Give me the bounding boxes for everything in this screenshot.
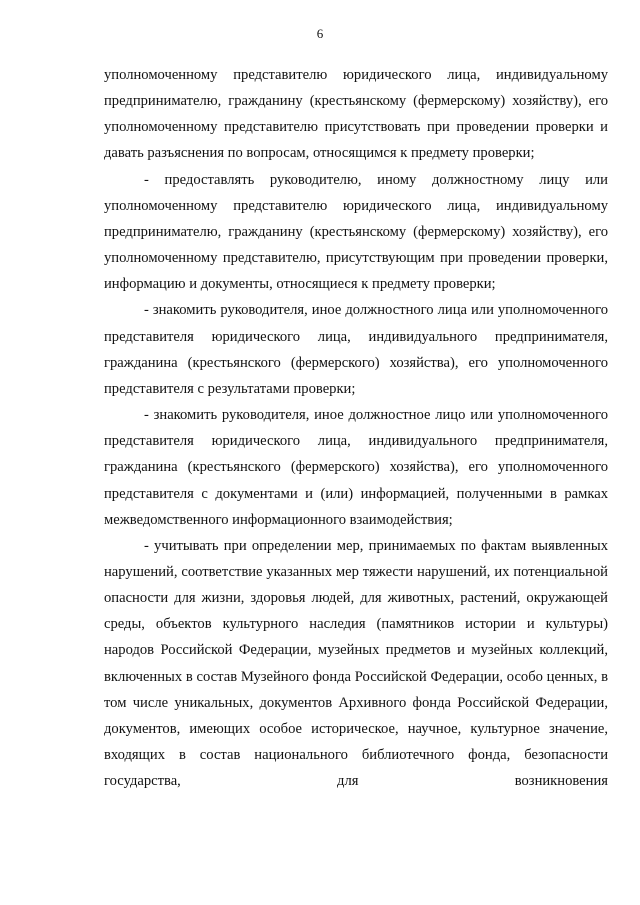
paragraph-familiarize-documents: - знакомить руководителя, иное должностное лицо или уполномоченного представителя юридического лица, индивидуального предпринимателя, гражданина (крестьянского (фермерского) хозяйства), его уполномоченного представителя с документами и (или) информацией, полученными в рамках межведомственного информационного взаимодействия; xyxy=(104,407,608,528)
paragraph-provide-information: - предоставлять руководителю, иному должностному лицу или уполномоченному представителю юридического лица, индивидуальному предпринимателю, гражданину (крестьянскому (фермерскому) хозяйству), его уполномоченному представителю, присутствующим при проведении проверки, информацию и документы, относящиеся к предмету проверки; xyxy=(104,171,608,293)
paragraph-familiarize-results: - знакомить руководителя, иное должностного лица или уполномоченного представителя юридического лица, индивидуального предпринимателя, гражданина (крестьянского (фермерского) хозяйства), его уполномоченного представителя с результатами проверки; xyxy=(104,302,608,397)
page-number: 6 xyxy=(316,26,324,41)
document-body xyxy=(104,62,608,794)
paragraph-consider-measures: - учитывать при определении мер, принимаемых по фактам выявленных нарушений, соответствие указанных мер тяжести нарушений, их потенциальной опасности для жизни, здоровья людей, для животных, растений, окружающей среды, объектов культурного наследия (памятников истории и культуры) народов Российской Федерации, музейных предметов и музейных коллекций, включенных в состав Музейного фонда Российской Федерации, особо ценных, в том числе уникальных, документов Архивного фонда Российской Федерации, документов, имеющих особое историческое, научное, культурное значение, входящих в состав национального библиотечного фонда, безопасности государства, для возникновения xyxy=(104,537,608,790)
paragraph-continuation: уполномоченному представителю юридического лица, индивидуальному предпринимателю, гражданину (крестьянскому (фермерскому) хозяйству), его уполномоченному представителю присутствовать при проведении проверки и давать разъяснения по вопросам, относящимся к предмету проверки; xyxy=(104,67,608,162)
